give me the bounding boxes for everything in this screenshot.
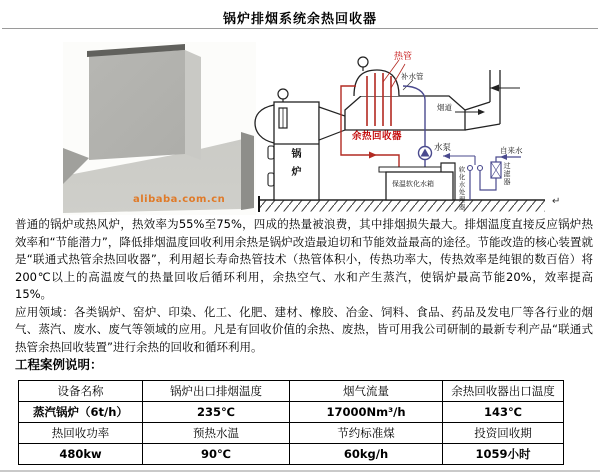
body-text [15, 216, 593, 374]
page-title: 锅炉排烟系统余热回收器 [222, 12, 377, 27]
case-table-body [19, 381, 564, 465]
paragraph-intro: 普通的锅炉或热风炉，热效率为55%至75%，四成的热量被浪费，其中排烟损失最大。排烟温度直接反应锅炉热效率和“节能潜力”，降低排烟温度回收利用余热是锅炉改造最迫切和节能效益最高的途径。节能改造的核心装置就是“联通式热管余热回收器”，利用超长寿命热管技术（热管体积小，传热功率大，传热效率是纯银的数百倍）将200℃以上的高温废气的热量回收后循环利用，余热空气、水和产生蒸汽，使锅炉最高节能20%，效率提高15%。 [15, 217, 593, 301]
table-row [19, 444, 564, 465]
table-cell: 235℃ [143, 402, 290, 423]
table-cell: 设备名称 [19, 381, 143, 402]
table-cell: 烟气流量 [290, 381, 443, 402]
filter-label: 过滤器 [503, 162, 511, 186]
paragraph-applications: 应用领域：各类锅炉、窑炉、印染、化工、化肥、建材、橡胶、冶金、饲料、食品、药品及发电厂等各行业的烟气、蒸汽、废水、废气等领域的应用。凡是有回收价值的余热、废热，皆可用我公司研制的最新专利产品“联通式热管余热回收装置”进行余热的回收和循环利用。 [15, 304, 593, 354]
softener-label: 软化水处理器 [457, 166, 466, 211]
table-cell: 1059小时 [443, 444, 564, 465]
table-cell: 热回收功率 [19, 423, 143, 444]
flue-label: 烟道 [437, 103, 452, 112]
table-cell: 余热回收器出口温度 [443, 381, 564, 402]
recovery-unit-label: 余热回收器 [352, 131, 403, 142]
heat-pipe-label: 热管 [394, 52, 413, 62]
water-pump-label: 水泵 [434, 143, 452, 153]
case-table [18, 380, 564, 465]
tap-water-label: 自来水 [500, 146, 523, 155]
bottom-divider [0, 470, 600, 472]
table-cell: 节约标准煤 [290, 423, 443, 444]
table-cell: 60kg/h [290, 444, 443, 465]
table-cell: 锅炉出口排烟温度 [143, 381, 290, 402]
schematic-linework [253, 40, 600, 215]
case-section-heading: 工程案例说明： [15, 357, 103, 372]
boiler-label: 锅炉 [289, 148, 300, 184]
table-cell: 投资回收期 [443, 423, 564, 444]
makeup-water-pipe-label: 补水管 [401, 72, 424, 81]
system-schematic [253, 40, 600, 215]
equipment-photo [63, 42, 256, 215]
tank-label: 保温软化水箱 [392, 180, 434, 188]
table-cell: 预热水温 [143, 423, 290, 444]
paragraph-return-mark: ↵ [552, 196, 561, 207]
table-cell: 480kw [19, 444, 143, 465]
table-row [19, 402, 564, 423]
table-cell: 蒸汽锅炉（6t/h） [19, 402, 143, 423]
photo-watermark: alibaba.com.cn [133, 194, 226, 205]
title-divider [2, 28, 598, 29]
table-cell: 143℃ [443, 402, 564, 423]
table-row [19, 423, 564, 444]
table-row [19, 381, 564, 402]
table-cell: 17000Nm³/h [290, 402, 443, 423]
table-cell: 90℃ [143, 444, 290, 465]
